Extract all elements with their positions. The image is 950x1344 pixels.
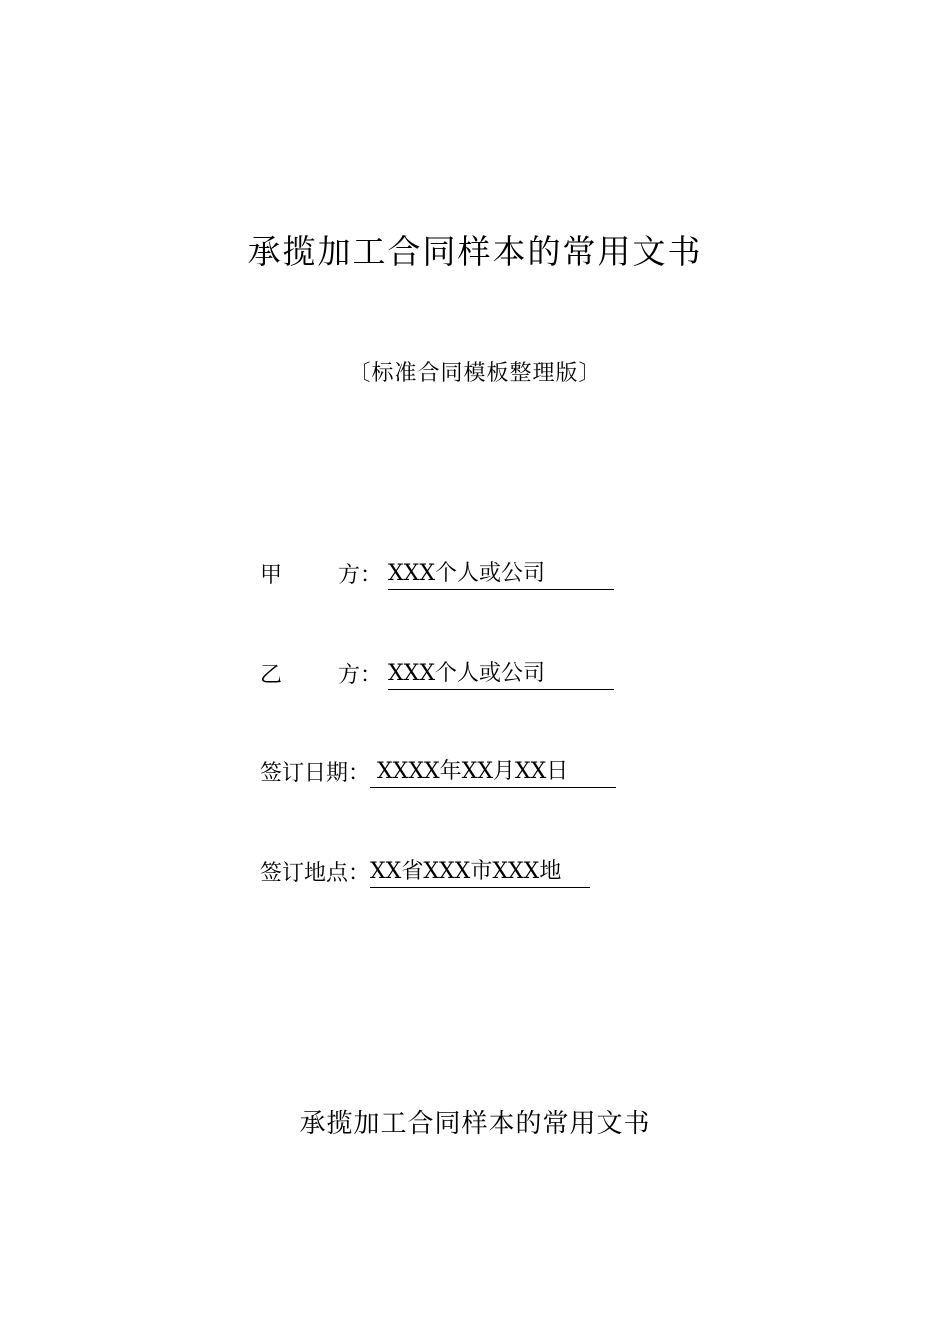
party-a-label	[260, 559, 388, 593]
party-b-label	[260, 659, 388, 693]
signing-place-label: 签订地点：	[260, 861, 371, 886]
party-a-label-last: 方：	[338, 563, 383, 588]
signing-place-value: XX省XXX市XXX地	[370, 857, 590, 888]
signing-date-label: 签订日期：	[260, 761, 371, 786]
party-a-value: XXX个人或公司	[388, 559, 614, 590]
signing-date-field	[260, 757, 616, 791]
footer-title: 承揽加工合同样本的常用文书	[299, 1109, 651, 1139]
document-subtitle: 〔标准合同模板整理版〕	[348, 361, 602, 386]
party-a-field	[260, 559, 614, 593]
signing-place-field	[260, 857, 590, 891]
party-b-value: XXX个人或公司	[388, 659, 614, 690]
signing-date-value: XXXX年XX月XX日	[370, 757, 616, 788]
party-b-label-first: 乙	[260, 663, 283, 688]
party-b-field	[260, 659, 614, 693]
party-a-label-first: 甲	[260, 563, 283, 588]
party-b-label-last: 方：	[338, 663, 383, 688]
document-title: 承揽加工合同样本的常用文书	[247, 232, 703, 271]
